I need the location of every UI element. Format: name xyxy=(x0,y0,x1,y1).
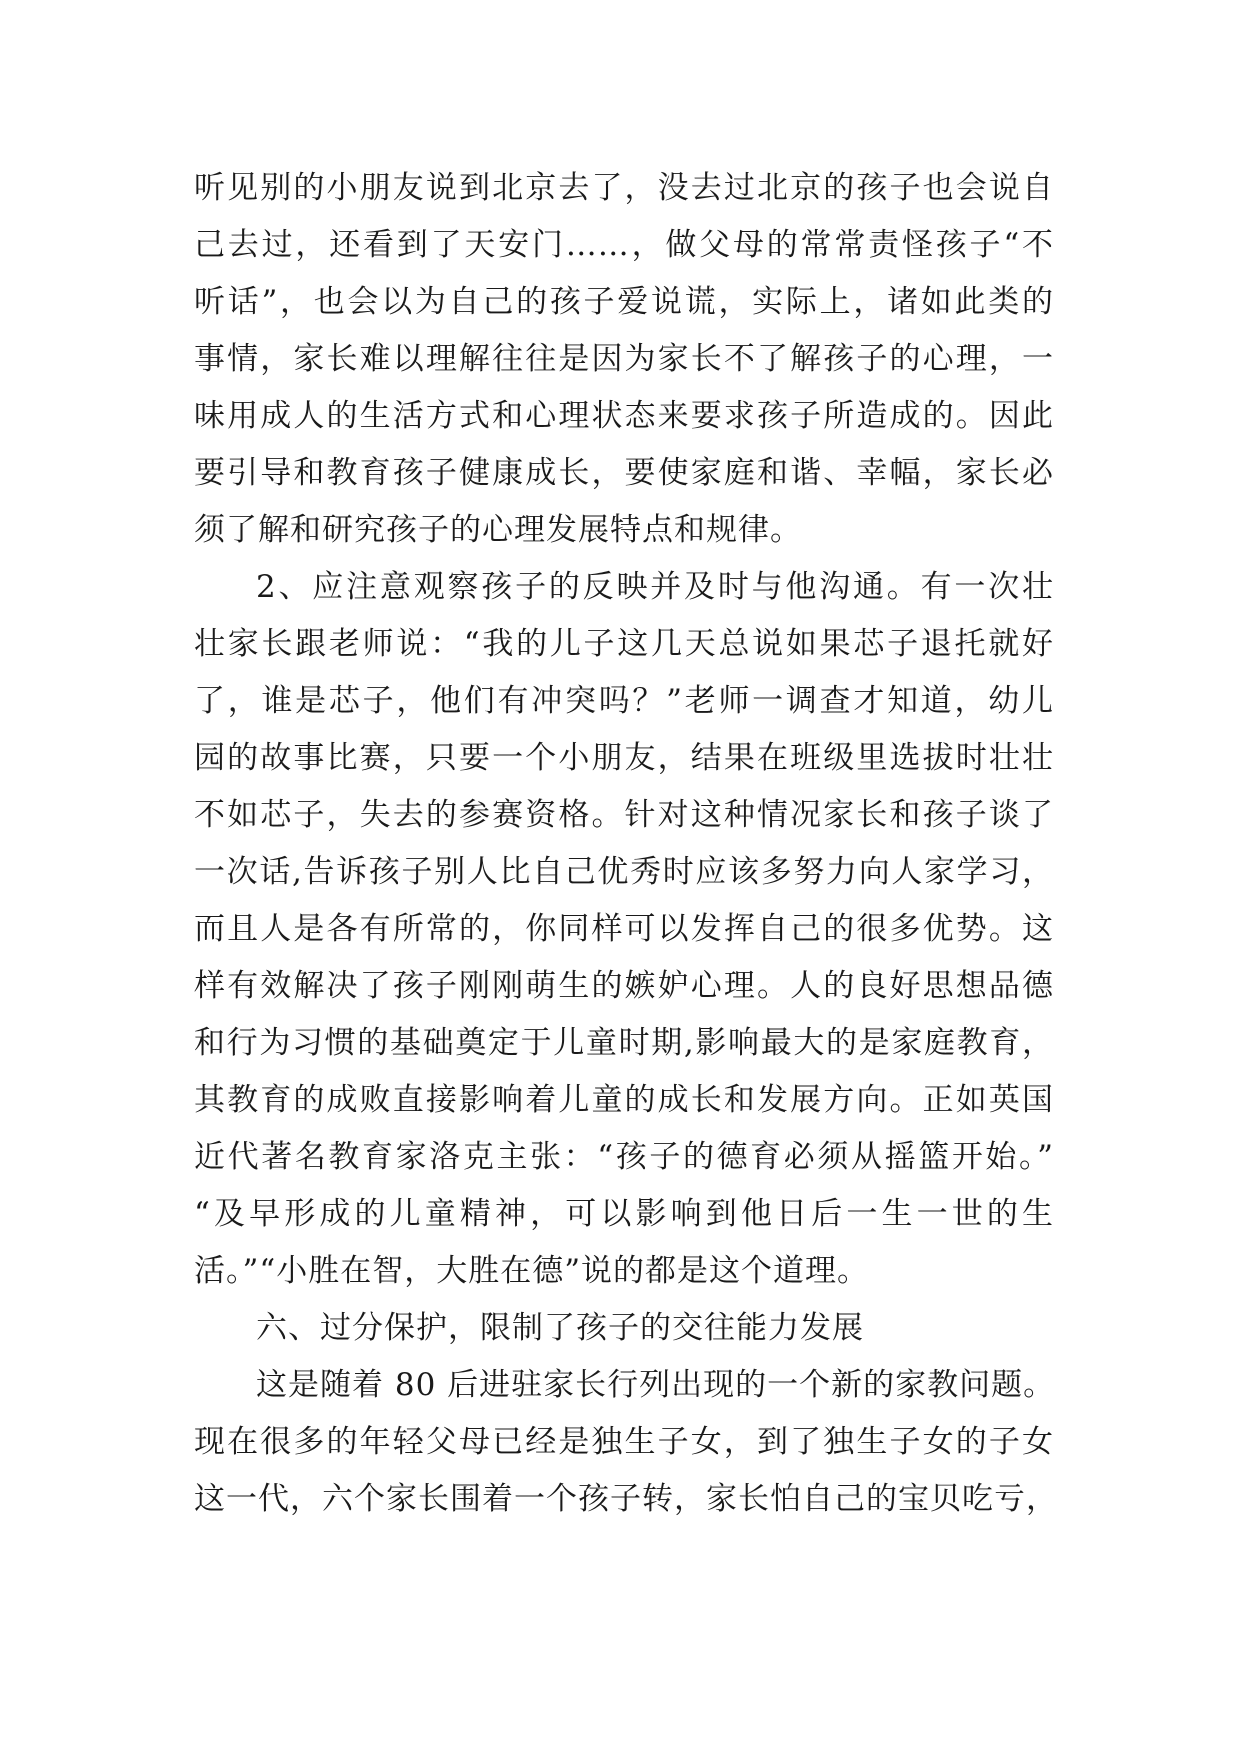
paragraph-start-line: 这是随着 80 后进驻家长行列出现的一个新的家教问题。 xyxy=(256,1367,1056,1403)
text-line: 壮家长跟老师说：“我的儿子这几天总说如果芯子退托就好 xyxy=(194,626,1054,662)
text-line: 其教育的成败直接影响着儿童的成长和发展方向。正如英国 xyxy=(194,1082,1054,1118)
text-line: 听话”，也会以为自己的孩子爱说谎，实际上，诸如此类的 xyxy=(194,284,1054,320)
text-line: 事情，家长难以理解往往是因为家长不了解孩子的心理，一 xyxy=(194,341,1054,377)
text-line: 味用成人的生活方式和心理状态来要求孩子所造成的。因此 xyxy=(194,398,1054,434)
text-line: 样有效解决了孩子刚刚萌生的嫉妒心理。人的良好思想品德 xyxy=(194,968,1054,1004)
text-line: 而且人是各有所常的，你同样可以发挥自己的很多优势。这 xyxy=(194,911,1054,947)
text-line: 一次话,告诉孩子别人比自己优秀时应该多努力向人家学习， xyxy=(194,854,1054,890)
text-line: 己去过，还看到了天安门……，做父母的常常责怪孩子“不 xyxy=(194,227,1054,263)
text-line: 须了解和研究孩子的心理发展特点和规律。 xyxy=(194,512,802,548)
text-line: 要引导和教育孩子健康成长，要使家庭和谐、幸幅，家长必 xyxy=(194,455,1054,491)
section-heading: 六、过分保护，限制了孩子的交往能力发展 xyxy=(256,1310,864,1346)
text-line: 这一代，六个家长围着一个孩子转，家长怕自己的宝贝吃亏， xyxy=(194,1481,1058,1517)
text-line: 近代著名教育家洛克主张：“孩子的德育必须从摇篮开始。” xyxy=(194,1139,1054,1175)
text-line: 现在很多的年轻父母已经是独生子女，到了独生子女的子女 xyxy=(194,1424,1054,1460)
text-line: 和行为习惯的基础奠定于儿童时期,影响最大的是家庭教育， xyxy=(194,1025,1054,1061)
paragraph-start-line: 2、应注意观察孩子的反映并及时与他沟通。有一次壮 xyxy=(256,569,1054,605)
text-line: “及早形成的儿童精神，可以影响到他日后一生一世的生 xyxy=(194,1196,1054,1232)
text-line: 了，谁是芯子，他们有冲突吗？”老师一调查才知道，幼儿 xyxy=(194,683,1054,719)
body-text xyxy=(194,160,1058,1528)
text-line: 活。”“小胜在智，大胜在德”说的都是这个道理。 xyxy=(194,1253,870,1289)
text-line: 听见别的小朋友说到北京去了，没去过北京的孩子也会说自 xyxy=(194,170,1054,206)
text-line: 不如芯子，失去的参赛资格。针对这种情况家长和孩子谈了 xyxy=(194,797,1054,833)
text-line: 园的故事比赛，只要一个小朋友，结果在班级里选拔时壮壮 xyxy=(194,740,1054,776)
